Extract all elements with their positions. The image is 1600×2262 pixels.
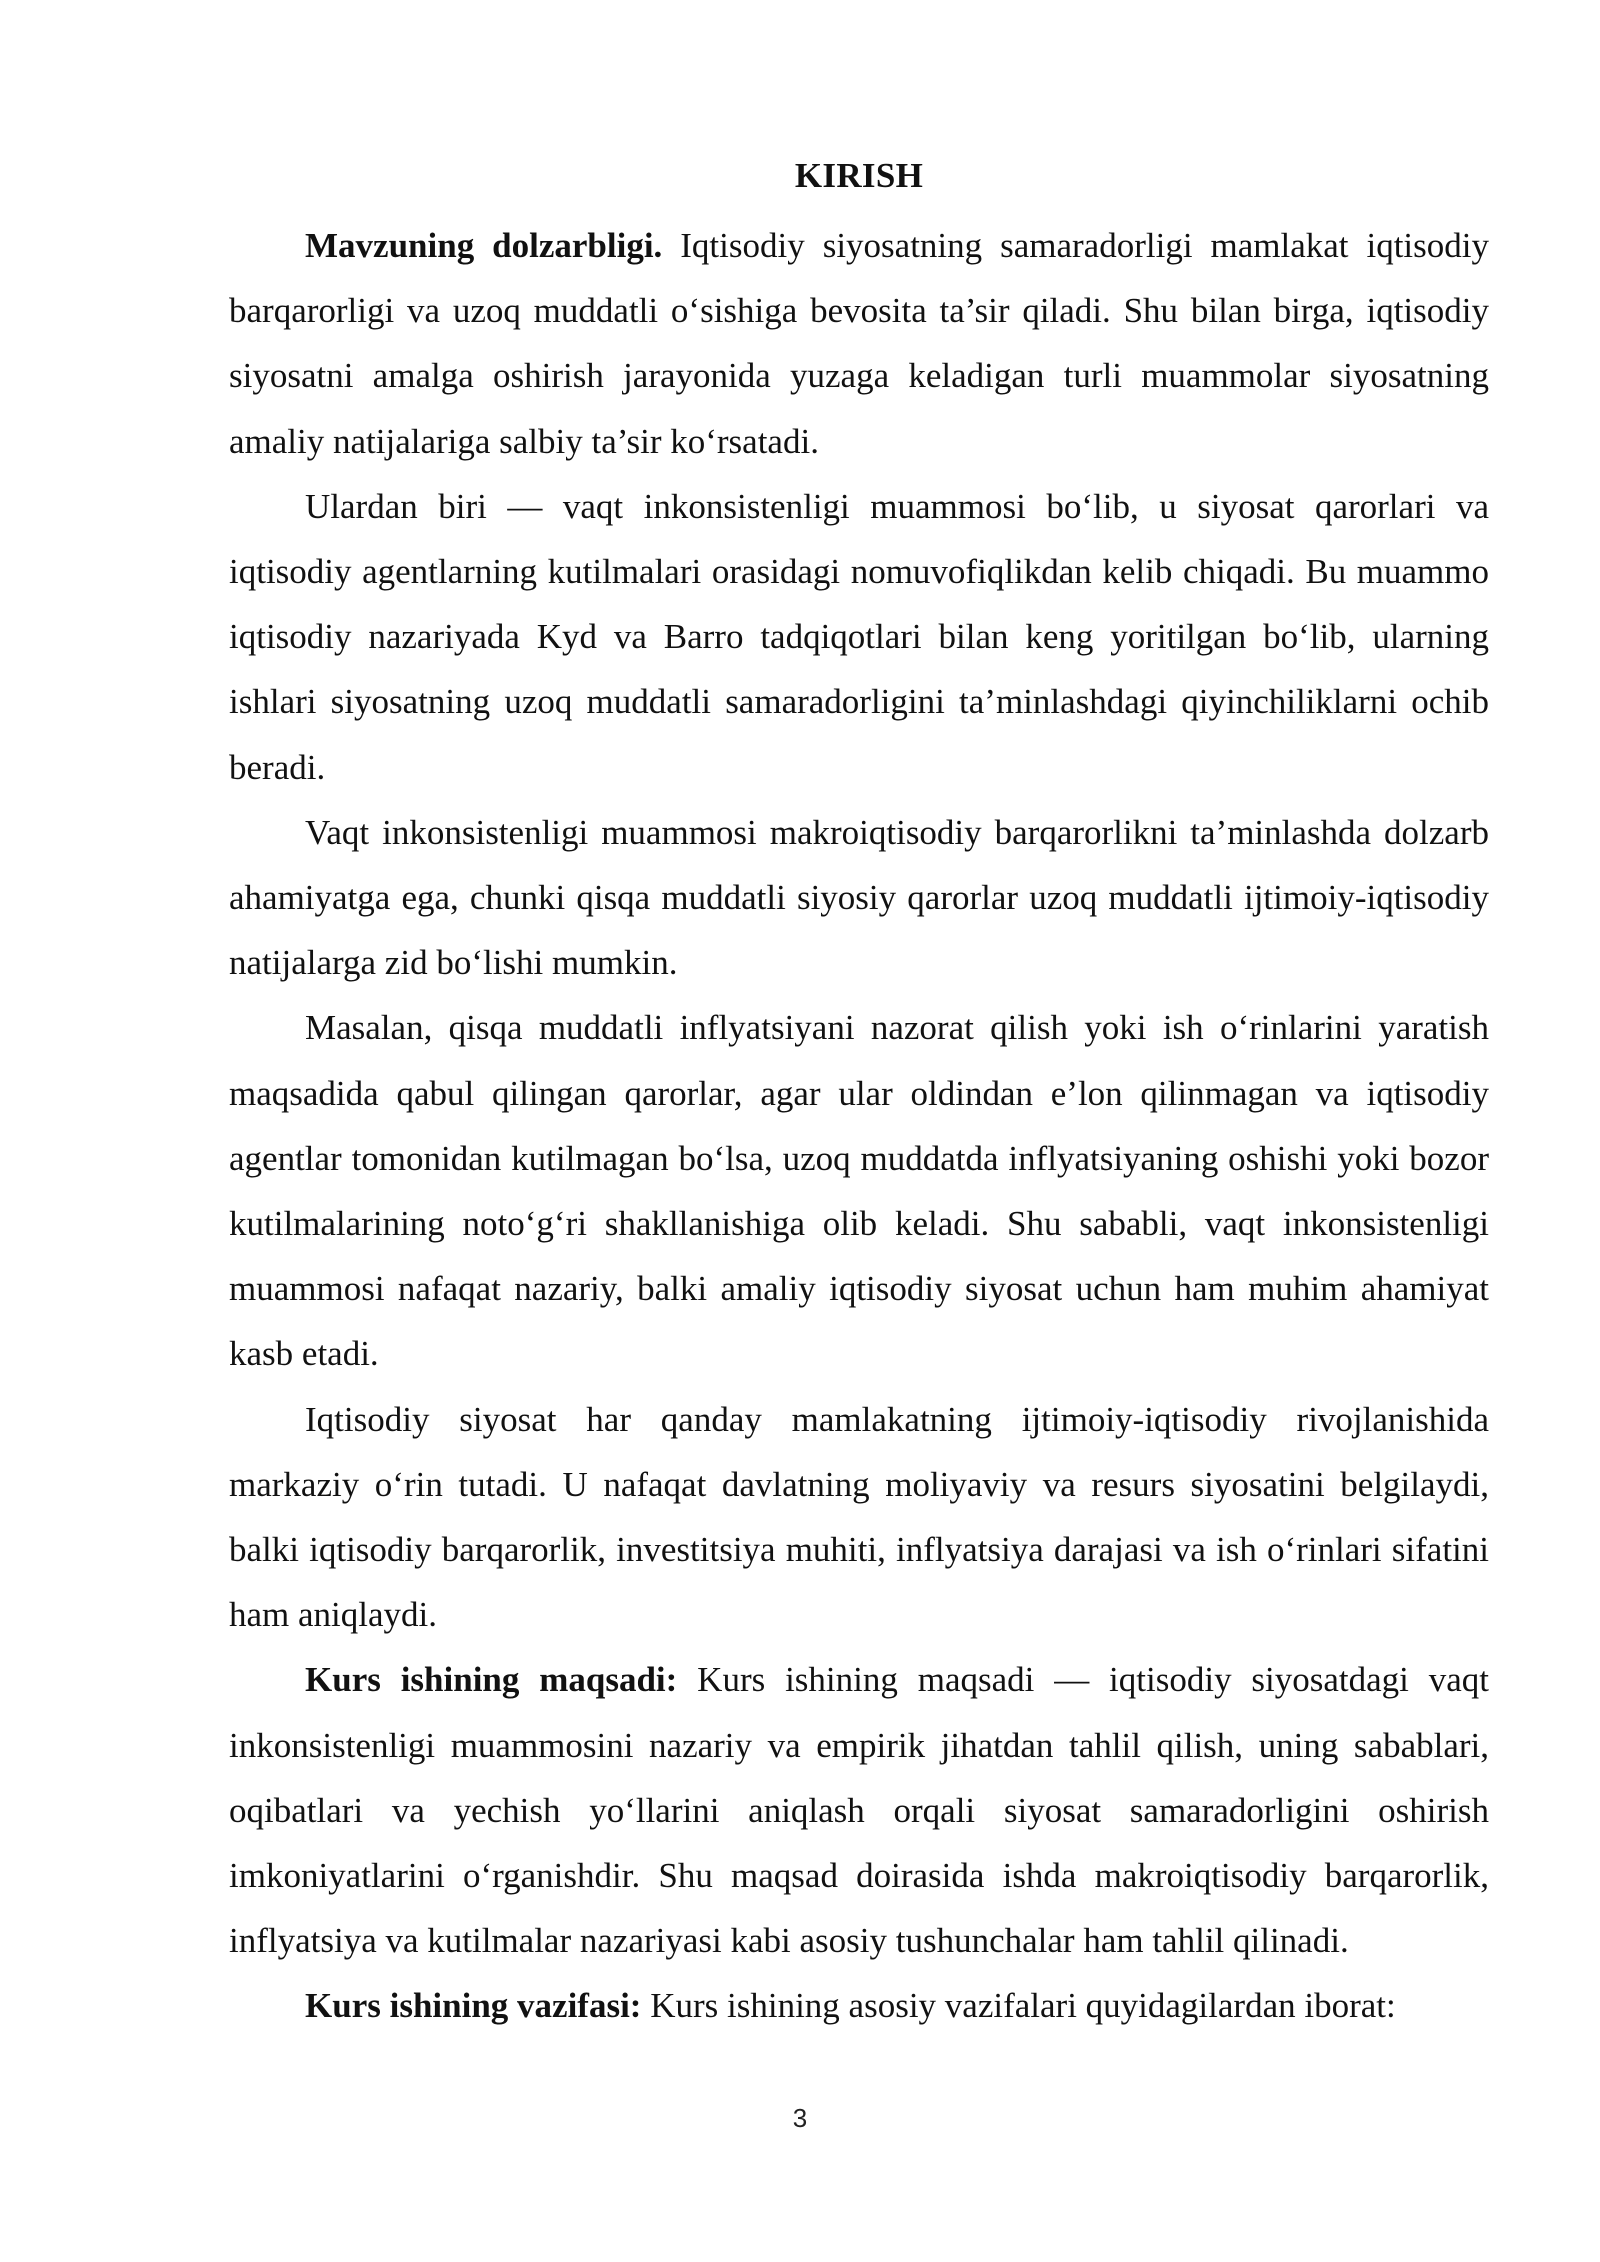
paragraph-example [229,995,1489,1386]
paragraph-time-inconsistency [229,474,1489,800]
paragraph-text: Iqtisodiy siyosat har qanday mamlakatning ijtimoiy-iqtisodiy rivojlanishida markaziy o‘rin tutadi. U nafaqat davlatning moliyaviy va resurs siyosatini belgilaydi, balki iqtisodiy barqarorlik, investitsiya muhiti, inflyatsiya darajasi va ish o‘rinlari sifatini ham aniqlaydi. [229,1399,1489,1635]
paragraph-relevance [229,213,1489,474]
paragraph-purpose [229,1647,1489,1973]
paragraph-text: Iqtisodiy siyosatning samaradorligi mamlakat iqtisodiy barqarorligi va uzoq muddatli o‘sishiga bevosita ta’sir qiladi. Shu bilan birga, iqtisodiy siyosatni amalga oshirish jarayonida yuzaga keladigan turli muammolar siyosatning amaliy natijalariga salbiy ta’sir ko‘rsatadi. [229,226,1489,461]
paragraph-lead: Kurs ishining vazifasi: [305,1986,642,2026]
paragraph-text: Masalan, qisqa muddatli inflyatsiyani nazorat qilish yoki ish o‘rinlarini yaratish maqsadida qabul qilingan qarorlar, agar ular oldindan e’lon qilinmagan va iqtisodiy agentlar tomonidan kutilmagan bo‘lsa, uzoq muddatda inflyatsiyaning oshishi yoki bozor kutilmalarining noto‘g‘ri shakllanishiga olib keladi. Shu sababli, vaqt inkonsistenligi muammosi nafaqat nazariy, balki amaliy iqtisodiy siyosat uchun ham muhim ahamiyat kasb etadi. [229,1008,1489,1374]
paragraph-economic-policy [229,1387,1489,1648]
paragraph-text: Kurs ishining maqsadi — iqtisodiy siyosatdagi vaqt inkonsistenligi muammosini nazariy va empirik jihatdan tahlil qilish, uning sabablari, oqibatlari va yechish yo‘llarini aniqlash orqali siyosat samaradorligini oshirish imkoniyatlarini o‘rganishdir. Shu maqsad doirasida ishda makroiqtisodiy barqarorlik, inflyatsiya va kutilmalar nazariyasi kabi asosiy tushunchalar ham tahlil qilinadi. [229,1660,1490,1961]
paragraph-text: Kurs ishining asosiy vazifalari quyidagilardan iborat: [641,1986,1396,2026]
paragraph-text: Ulardan biri — vaqt inkonsistenligi muammosi bo‘lib, u siyosat qarorlari va iqtisodiy agentlarning kutilmalari orasidagi nomuvofiqlikdan kelib chiqadi. Bu muammo iqtisodiy nazariyada Kyd va Barro tadqiqotlari bilan keng yoritilgan bo‘lib, ularning ishlari siyosatning uzoq muddatli samaradorligini ta’minlashdagi qiyinchiliklarni ochib beradi. [229,486,1489,787]
paragraph-text: Vaqt inkonsistenligi muammosi makroiqtisodiy barqarorlikni ta’minlashda dolzarb ahamiyatga ega, chunki qisqa muddatli siyosiy qarorlar uzoq muddatli ijtimoiy-iqtisodiy natijalarga zid bo‘lishi mumkin. [229,812,1489,983]
page-content [229,146,1489,2039]
page-number: 3 [792,2103,808,2133]
paragraph-macro-stability [229,800,1489,996]
paragraph-lead: Mavzuning dolzarbligi. [305,226,663,265]
paragraph-lead: Kurs ishining maqsadi: [305,1660,678,1700]
paragraph-tasks [229,1973,1489,2038]
section-title: KIRISH [794,156,924,195]
